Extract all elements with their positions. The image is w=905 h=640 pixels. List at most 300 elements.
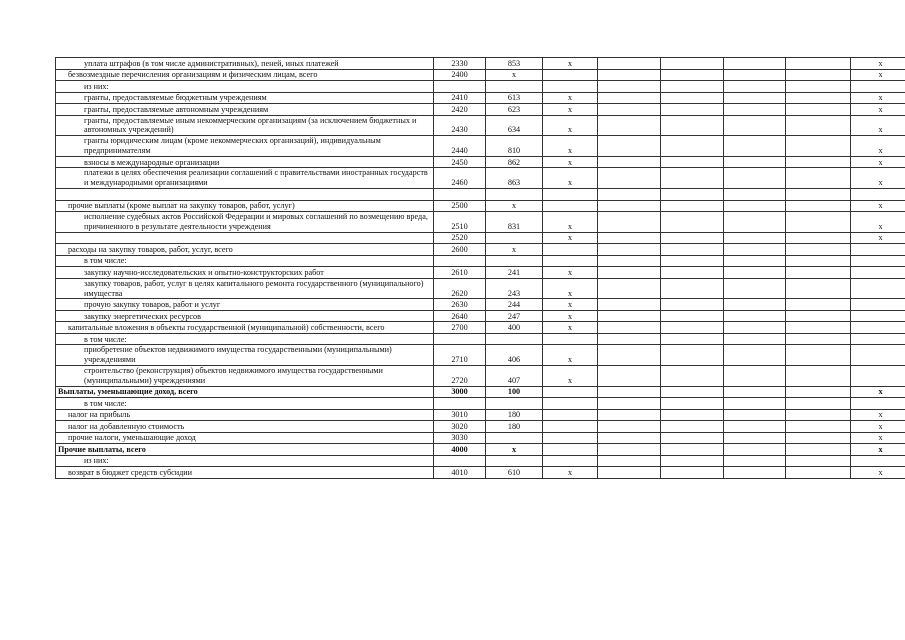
row-name-cell: из них: [56, 455, 434, 467]
table-row [56, 156, 905, 168]
row-col7-cell [724, 409, 786, 421]
row-code-cell: 2500 [434, 200, 486, 212]
row-col4-cell: x [543, 345, 598, 366]
row-code-cell: 3010 [434, 409, 486, 421]
row-col7-cell [724, 444, 786, 456]
row-col5-cell [598, 267, 661, 279]
row-col9-cell: x [851, 421, 905, 433]
row-col7-cell [724, 81, 786, 93]
row-kbk-cell: 244 [486, 299, 543, 311]
table-row [56, 244, 905, 256]
row-kbk-cell: x [486, 444, 543, 456]
row-code-cell: 2710 [434, 345, 486, 366]
row-name-cell: взносы в международные организации [56, 156, 434, 168]
row-col9-cell [851, 299, 905, 311]
table-row [56, 333, 905, 345]
row-kbk-cell: 610 [486, 467, 543, 479]
row-code-cell: 2430 [434, 115, 486, 136]
row-col6-cell [661, 81, 724, 93]
row-col5-cell [598, 200, 661, 212]
row-col6-cell [661, 212, 724, 233]
row-name-cell [56, 189, 434, 201]
row-col7-cell [724, 278, 786, 299]
row-col8-cell [786, 232, 851, 244]
row-col5-cell [598, 310, 661, 322]
row-name-cell: гранты, предоставляемые иным некоммерческим организациям (за исключением бюджетных и автономных учреждений) [56, 115, 434, 136]
table-row [56, 58, 905, 70]
table-row [56, 455, 905, 467]
row-kbk-cell: 180 [486, 421, 543, 433]
row-kbk-cell [486, 455, 543, 467]
row-name-cell: прочие выплаты (кроме выплат на закупку товаров, работ, услуг) [56, 200, 434, 212]
row-kbk-cell [486, 432, 543, 444]
row-col4-cell: x [543, 366, 598, 387]
row-col9-cell: x [851, 232, 905, 244]
row-col5-cell [598, 168, 661, 189]
row-col5-cell [598, 421, 661, 433]
row-code-cell: 2630 [434, 299, 486, 311]
row-col8-cell [786, 69, 851, 81]
row-col5-cell [598, 232, 661, 244]
row-col8-cell [786, 310, 851, 322]
table-row [56, 444, 905, 456]
row-col4-cell: x [543, 92, 598, 104]
row-col6-cell [661, 409, 724, 421]
row-code-cell [434, 81, 486, 93]
table-row [56, 386, 905, 398]
row-kbk-cell: 623 [486, 104, 543, 116]
row-col6-cell [661, 310, 724, 322]
row-col6-cell [661, 444, 724, 456]
row-code-cell: 2410 [434, 92, 486, 104]
row-col9-cell [851, 189, 905, 201]
row-name-cell: в том числе: [56, 255, 434, 267]
row-col8-cell [786, 168, 851, 189]
row-col5-cell [598, 92, 661, 104]
row-col6-cell [661, 267, 724, 279]
row-col6-cell [661, 136, 724, 157]
row-col5-cell [598, 345, 661, 366]
row-code-cell: 2450 [434, 156, 486, 168]
row-name-cell: исполнение судебных актов Российской Федерации и мировых соглашений по возмещению вреда, причиненного в результате деятельности учреждения [56, 212, 434, 233]
row-col4-cell: x [543, 232, 598, 244]
row-code-cell: 2720 [434, 366, 486, 387]
row-kbk-cell: 853 [486, 58, 543, 70]
row-kbk-cell: 613 [486, 92, 543, 104]
row-col8-cell [786, 432, 851, 444]
row-col4-cell [543, 200, 598, 212]
row-col8-cell [786, 366, 851, 387]
row-col6-cell [661, 467, 724, 479]
table-row [56, 200, 905, 212]
row-col4-cell: x [543, 168, 598, 189]
row-col7-cell [724, 333, 786, 345]
row-col4-cell [543, 189, 598, 201]
row-col9-cell: x [851, 386, 905, 398]
row-col4-cell: x [543, 212, 598, 233]
row-col7-cell [724, 386, 786, 398]
row-col7-cell [724, 212, 786, 233]
row-col6-cell [661, 432, 724, 444]
row-col5-cell [598, 322, 661, 334]
row-col7-cell [724, 244, 786, 256]
row-name-cell: уплата штрафов (в том числе административных), пеней, иных платежей [56, 58, 434, 70]
row-col6-cell [661, 386, 724, 398]
row-col9-cell [851, 333, 905, 345]
row-col6-cell [661, 255, 724, 267]
row-code-cell [434, 189, 486, 201]
table-row [56, 299, 905, 311]
row-code-cell: 4000 [434, 444, 486, 456]
row-col5-cell [598, 366, 661, 387]
table-row [56, 115, 905, 136]
row-col4-cell [543, 432, 598, 444]
row-col8-cell [786, 58, 851, 70]
row-col9-cell: x [851, 115, 905, 136]
row-code-cell [434, 398, 486, 410]
row-col8-cell [786, 409, 851, 421]
row-name-cell: закупку энергетических ресурсов [56, 310, 434, 322]
table-row [56, 322, 905, 334]
row-col9-cell: x [851, 444, 905, 456]
row-col9-cell: x [851, 432, 905, 444]
row-code-cell: 2460 [434, 168, 486, 189]
row-col4-cell: x [543, 136, 598, 157]
row-col4-cell [543, 421, 598, 433]
row-col9-cell: x [851, 200, 905, 212]
row-kbk-cell [486, 398, 543, 410]
row-col5-cell [598, 398, 661, 410]
row-col5-cell [598, 278, 661, 299]
row-col6-cell [661, 200, 724, 212]
row-kbk-cell: 406 [486, 345, 543, 366]
row-col4-cell: x [543, 299, 598, 311]
row-col7-cell [724, 432, 786, 444]
table-row [56, 232, 905, 244]
row-col4-cell: x [543, 278, 598, 299]
row-col6-cell [661, 421, 724, 433]
row-col8-cell [786, 81, 851, 93]
row-col5-cell [598, 69, 661, 81]
row-col6-cell [661, 69, 724, 81]
row-name-cell: налог на добавленную стоимость [56, 421, 434, 433]
row-col8-cell [786, 322, 851, 334]
row-col6-cell [661, 299, 724, 311]
table-row [56, 212, 905, 233]
row-name-cell: Выплаты, уменьшающие доход, всего [56, 386, 434, 398]
row-col5-cell [598, 244, 661, 256]
row-col7-cell [724, 58, 786, 70]
row-code-cell: 2440 [434, 136, 486, 157]
row-col7-cell [724, 398, 786, 410]
row-kbk-cell: 407 [486, 366, 543, 387]
row-col8-cell [786, 455, 851, 467]
table-row [56, 398, 905, 410]
row-kbk-cell [486, 232, 543, 244]
row-col6-cell [661, 168, 724, 189]
row-name-cell: гранты, предоставляемые бюджетным учреждениям [56, 92, 434, 104]
row-col9-cell: x [851, 92, 905, 104]
table-row [56, 366, 905, 387]
row-col4-cell [543, 81, 598, 93]
row-col7-cell [724, 267, 786, 279]
table-row [56, 345, 905, 366]
row-col8-cell [786, 333, 851, 345]
row-col5-cell [598, 299, 661, 311]
row-col4-cell: x [543, 58, 598, 70]
row-col5-cell [598, 115, 661, 136]
row-col4-cell: x [543, 322, 598, 334]
row-kbk-cell: 863 [486, 168, 543, 189]
row-col8-cell [786, 212, 851, 233]
row-col7-cell [724, 299, 786, 311]
row-col9-cell [851, 455, 905, 467]
row-kbk-cell: 180 [486, 409, 543, 421]
row-col6-cell [661, 278, 724, 299]
row-kbk-cell [486, 333, 543, 345]
row-col7-cell [724, 255, 786, 267]
row-col4-cell [543, 244, 598, 256]
row-col7-cell [724, 345, 786, 366]
row-code-cell: 2600 [434, 244, 486, 256]
row-col5-cell [598, 212, 661, 233]
row-kbk-cell: 247 [486, 310, 543, 322]
row-code-cell: 2400 [434, 69, 486, 81]
row-kbk-cell: 634 [486, 115, 543, 136]
row-code-cell: 2420 [434, 104, 486, 116]
row-col4-cell [543, 69, 598, 81]
row-name-cell: в том числе: [56, 333, 434, 345]
row-col5-cell [598, 444, 661, 456]
row-code-cell: 4010 [434, 467, 486, 479]
row-col7-cell [724, 467, 786, 479]
row-col4-cell [543, 333, 598, 345]
row-col5-cell [598, 455, 661, 467]
row-col4-cell: x [543, 310, 598, 322]
row-code-cell: 3000 [434, 386, 486, 398]
row-col6-cell [661, 189, 724, 201]
row-col6-cell [661, 398, 724, 410]
row-kbk-cell [486, 189, 543, 201]
row-col5-cell [598, 136, 661, 157]
row-col9-cell [851, 322, 905, 334]
row-col7-cell [724, 310, 786, 322]
row-code-cell [434, 255, 486, 267]
row-col4-cell [543, 409, 598, 421]
row-col7-cell [724, 421, 786, 433]
row-kbk-cell: 243 [486, 278, 543, 299]
row-col6-cell [661, 156, 724, 168]
table-row [56, 168, 905, 189]
row-code-cell: 2640 [434, 310, 486, 322]
row-col5-cell [598, 467, 661, 479]
row-col7-cell [724, 455, 786, 467]
row-col7-cell [724, 366, 786, 387]
row-col4-cell: x [543, 467, 598, 479]
row-col8-cell [786, 115, 851, 136]
row-col8-cell [786, 345, 851, 366]
row-name-cell: Прочие выплаты, всего [56, 444, 434, 456]
row-name-cell: налог на прибыль [56, 409, 434, 421]
table-row [56, 69, 905, 81]
table-row [56, 81, 905, 93]
row-col9-cell: x [851, 467, 905, 479]
row-col9-cell: x [851, 168, 905, 189]
row-name-cell: безвозмездные перечисления организациям и физическим лицам, всего [56, 69, 434, 81]
row-code-cell: 2610 [434, 267, 486, 279]
row-col4-cell: x [543, 115, 598, 136]
row-kbk-cell: 241 [486, 267, 543, 279]
row-col6-cell [661, 333, 724, 345]
row-code-cell: 2620 [434, 278, 486, 299]
row-col6-cell [661, 115, 724, 136]
row-col5-cell [598, 255, 661, 267]
row-name-cell: капитальные вложения в объекты государственной (муниципальной) собственности, всего [56, 322, 434, 334]
row-col9-cell [851, 278, 905, 299]
row-kbk-cell: 810 [486, 136, 543, 157]
row-col8-cell [786, 386, 851, 398]
row-col5-cell [598, 104, 661, 116]
row-col7-cell [724, 168, 786, 189]
row-col5-cell [598, 81, 661, 93]
row-kbk-cell [486, 81, 543, 93]
row-col8-cell [786, 278, 851, 299]
row-col9-cell [851, 366, 905, 387]
row-col6-cell [661, 232, 724, 244]
row-kbk-cell: 831 [486, 212, 543, 233]
row-col5-cell [598, 333, 661, 345]
row-col7-cell [724, 104, 786, 116]
row-col9-cell [851, 81, 905, 93]
row-col9-cell: x [851, 409, 905, 421]
row-col8-cell [786, 299, 851, 311]
row-code-cell [434, 455, 486, 467]
row-col8-cell [786, 267, 851, 279]
table-row [56, 104, 905, 116]
row-col8-cell [786, 156, 851, 168]
row-col7-cell [724, 200, 786, 212]
row-col4-cell [543, 444, 598, 456]
row-col4-cell: x [543, 156, 598, 168]
row-kbk-cell: 862 [486, 156, 543, 168]
row-code-cell: 2520 [434, 232, 486, 244]
row-code-cell: 3020 [434, 421, 486, 433]
row-name-cell: платежи в целях обеспечения реализации соглашений с правительствами иностранных государств и международными организациями [56, 168, 434, 189]
row-col8-cell [786, 136, 851, 157]
row-name-cell [56, 232, 434, 244]
row-kbk-cell: x [486, 200, 543, 212]
table-row [56, 136, 905, 157]
row-col4-cell: x [543, 104, 598, 116]
row-col7-cell [724, 115, 786, 136]
row-col7-cell [724, 322, 786, 334]
row-col8-cell [786, 92, 851, 104]
row-name-cell: в том числе: [56, 398, 434, 410]
table-row [56, 189, 905, 201]
row-col9-cell [851, 255, 905, 267]
row-col9-cell: x [851, 212, 905, 233]
row-col6-cell [661, 244, 724, 256]
row-col9-cell: x [851, 69, 905, 81]
row-kbk-cell: 400 [486, 322, 543, 334]
row-col9-cell [851, 267, 905, 279]
row-col5-cell [598, 58, 661, 70]
row-col9-cell [851, 345, 905, 366]
row-col5-cell [598, 156, 661, 168]
row-col7-cell [724, 232, 786, 244]
row-col4-cell [543, 386, 598, 398]
row-col8-cell [786, 244, 851, 256]
row-col6-cell [661, 366, 724, 387]
row-col7-cell [724, 156, 786, 168]
row-col4-cell [543, 398, 598, 410]
row-name-cell: гранты юридическим лицам (кроме некоммерческих организаций), индивидуальным предпринимателям [56, 136, 434, 157]
row-col8-cell [786, 200, 851, 212]
row-name-cell: прочую закупку товаров, работ и услуг [56, 299, 434, 311]
row-code-cell: 3030 [434, 432, 486, 444]
table-row [56, 310, 905, 322]
row-code-cell: 2700 [434, 322, 486, 334]
row-name-cell: прочие налоги, уменьшающие доход [56, 432, 434, 444]
row-col7-cell [724, 136, 786, 157]
row-col6-cell [661, 345, 724, 366]
row-code-cell: 2510 [434, 212, 486, 233]
row-col7-cell [724, 69, 786, 81]
row-kbk-cell: x [486, 69, 543, 81]
row-kbk-cell: x [486, 244, 543, 256]
row-col8-cell [786, 104, 851, 116]
row-name-cell: из них: [56, 81, 434, 93]
row-col6-cell [661, 322, 724, 334]
row-col9-cell: x [851, 156, 905, 168]
row-col8-cell [786, 398, 851, 410]
row-kbk-cell [486, 255, 543, 267]
row-name-cell: возврат в бюджет средств субсидии [56, 467, 434, 479]
table-row [56, 421, 905, 433]
row-col9-cell [851, 310, 905, 322]
row-col8-cell [786, 444, 851, 456]
row-col9-cell [851, 398, 905, 410]
row-name-cell: закупку научно-исследовательских и опытно-конструкторских работ [56, 267, 434, 279]
row-col5-cell [598, 386, 661, 398]
row-col5-cell [598, 409, 661, 421]
row-code-cell [434, 333, 486, 345]
table-row [56, 467, 905, 479]
table-row [56, 432, 905, 444]
row-col6-cell [661, 92, 724, 104]
row-col8-cell [786, 255, 851, 267]
table-row [56, 255, 905, 267]
row-col9-cell: x [851, 104, 905, 116]
row-name-cell: гранты, предоставляемые автономным учреждениям [56, 104, 434, 116]
row-col6-cell [661, 58, 724, 70]
row-col7-cell [724, 92, 786, 104]
budget-table [55, 57, 905, 479]
row-col9-cell [851, 244, 905, 256]
row-kbk-cell: 100 [486, 386, 543, 398]
row-col5-cell [598, 432, 661, 444]
row-col8-cell [786, 189, 851, 201]
row-col5-cell [598, 189, 661, 201]
table-row [56, 409, 905, 421]
row-name-cell: закупку товаров, работ, услуг в целях капитального ремонта государственного (муниципального) имущества [56, 278, 434, 299]
row-col6-cell [661, 104, 724, 116]
row-col6-cell [661, 455, 724, 467]
row-code-cell: 2330 [434, 58, 486, 70]
row-col4-cell [543, 255, 598, 267]
row-name-cell: строительство (реконструкция) объектов недвижимого имущества государственными (муниципальными) учреждениями [56, 366, 434, 387]
row-name-cell: расходы на закупку товаров, работ, услуг, всего [56, 244, 434, 256]
